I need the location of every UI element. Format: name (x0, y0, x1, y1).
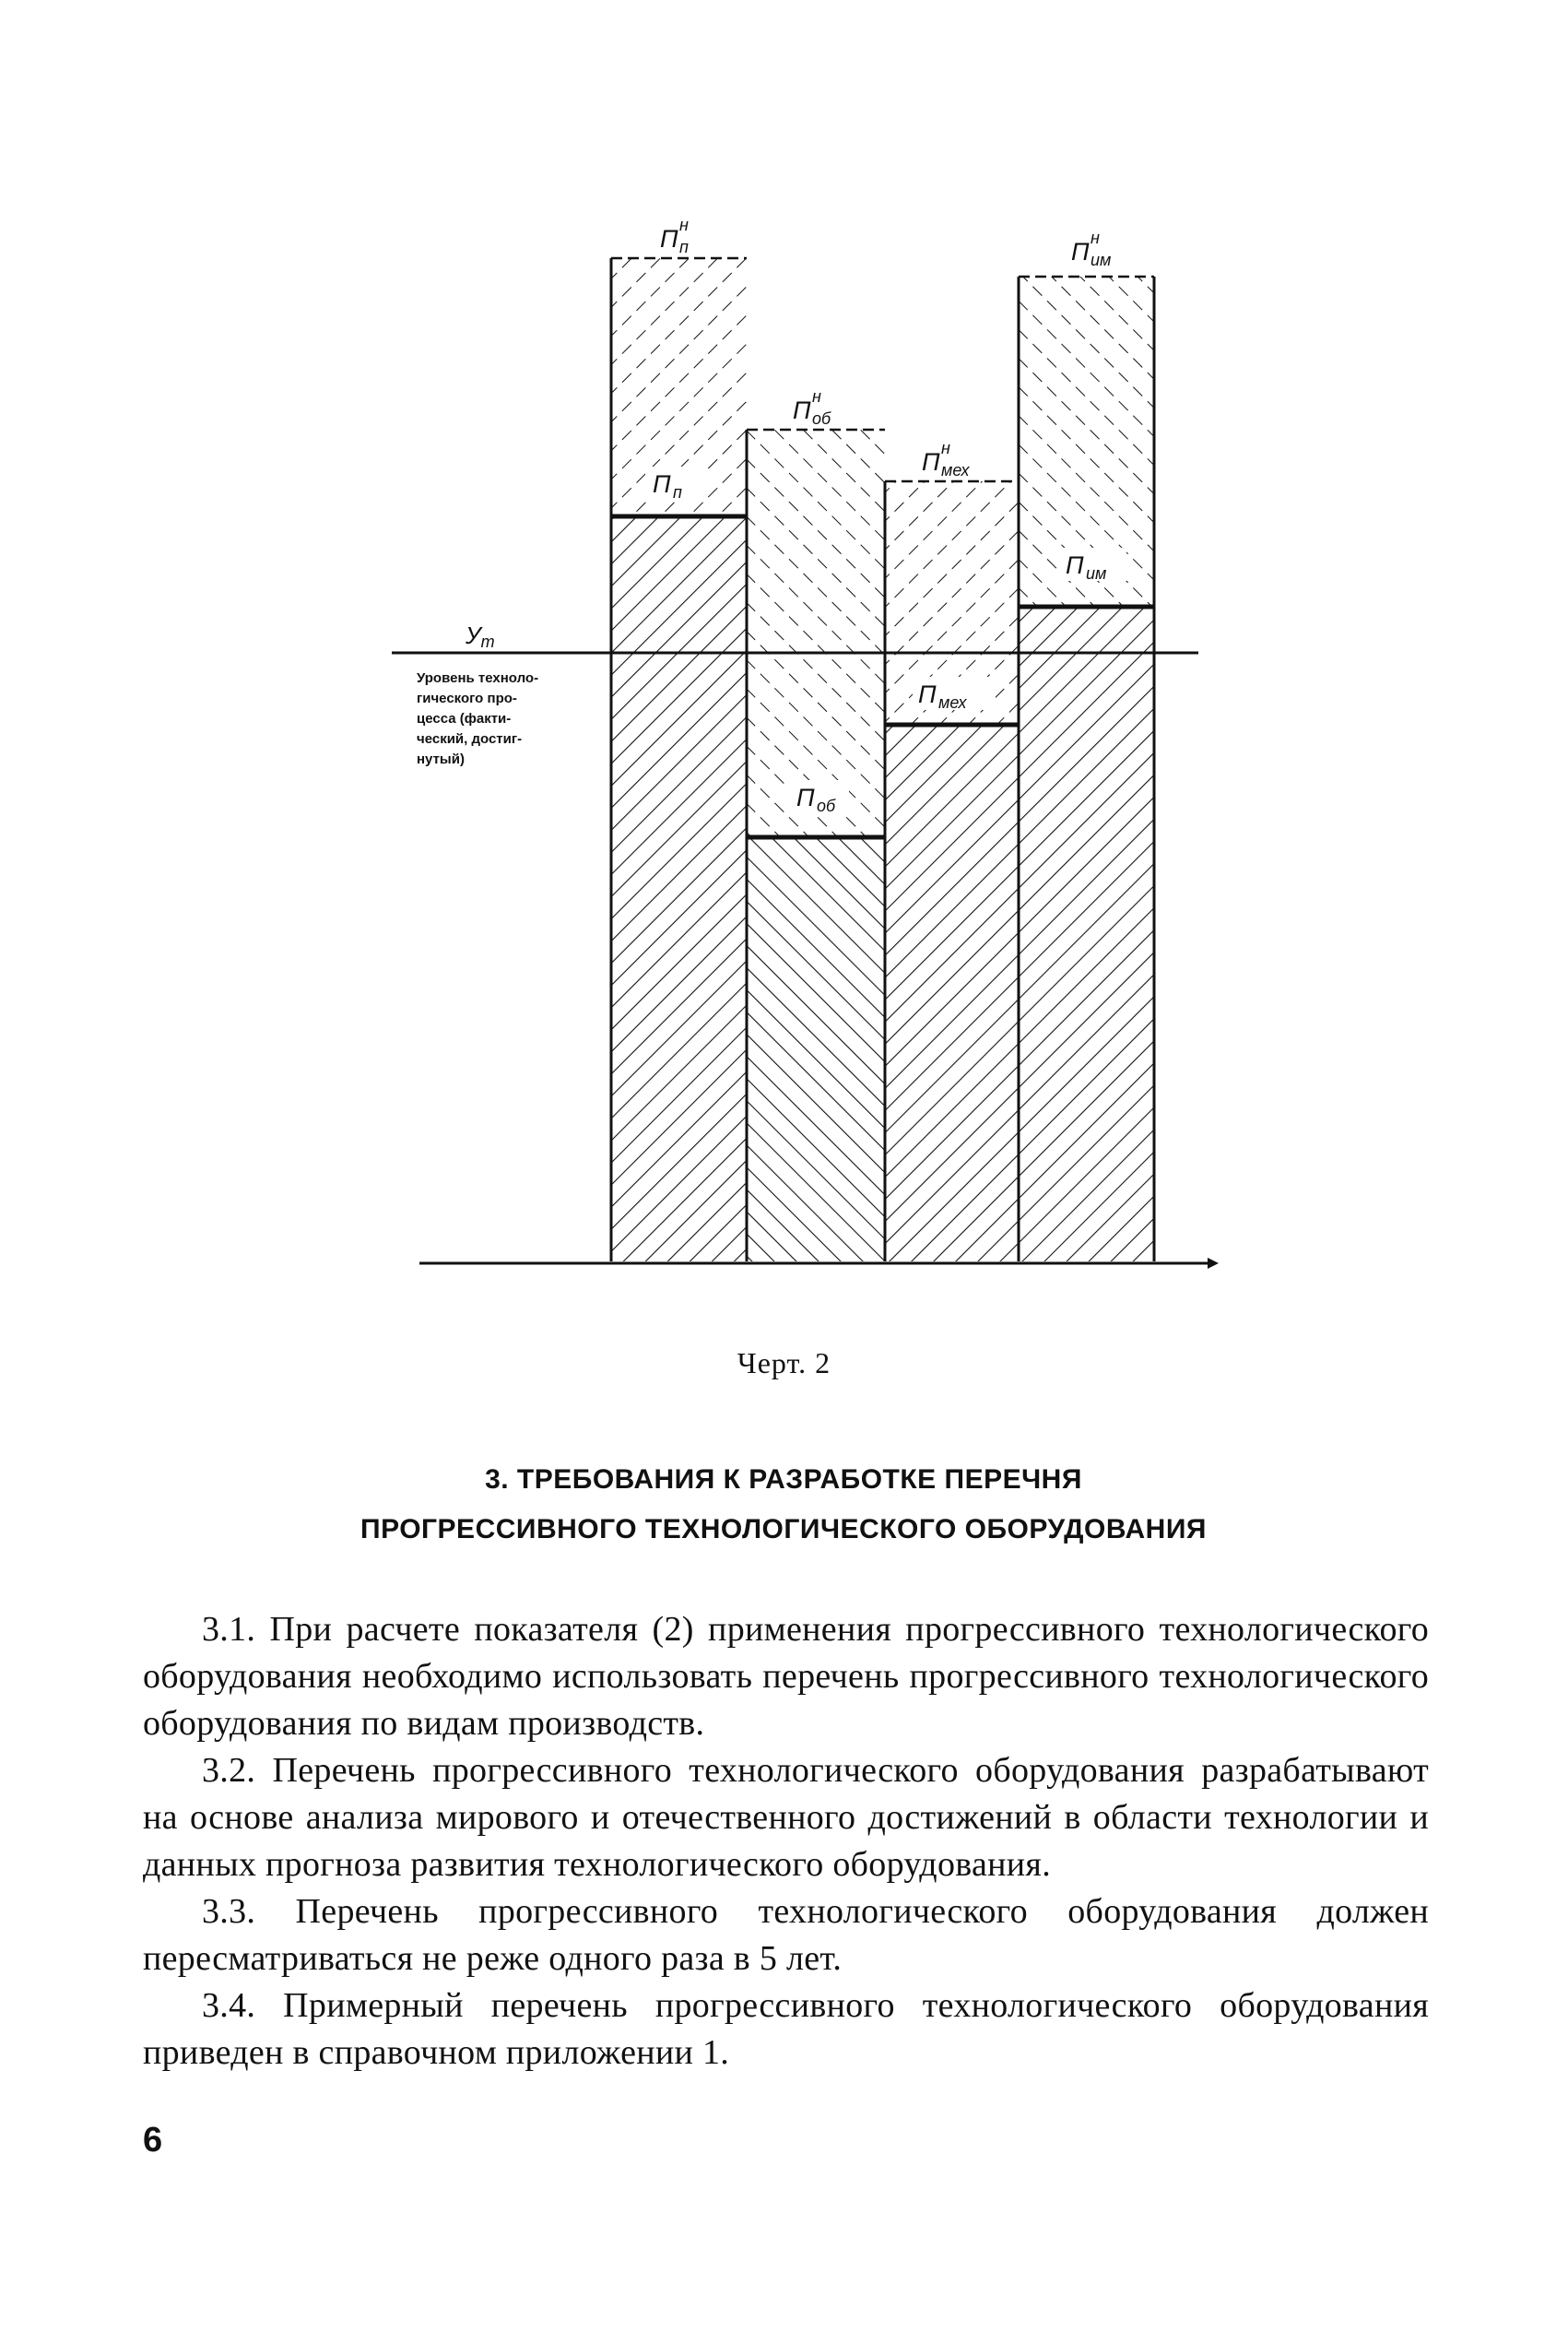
bar-im (1019, 277, 1154, 1261)
label-actual-mex (913, 677, 996, 712)
svg-text:н: н (1091, 229, 1100, 247)
level-description-line-3: цесса (факти- (417, 711, 512, 727)
bar-p (611, 258, 747, 1261)
svg-text:Ут (465, 621, 495, 651)
baseline-arrow-icon (1208, 1258, 1219, 1269)
svg-text:п: п (679, 238, 689, 256)
level-mark-main: У (466, 621, 481, 649)
svg-text:н: н (941, 439, 950, 457)
svg-text:н: н (679, 216, 689, 234)
svg-text:П: П (922, 448, 940, 476)
svg-text:об: об (812, 409, 831, 428)
level-description-line-4: ческий, достиг- (417, 731, 523, 747)
svg-text:П: П (1071, 238, 1090, 266)
svg-text:П: П (793, 396, 811, 424)
label-norm-p (660, 216, 689, 256)
section-heading (184, 1455, 1383, 1555)
label-norm-ob (793, 387, 831, 428)
svg-text:П: П (1066, 551, 1084, 579)
svg-text:п: п (673, 483, 682, 502)
svg-text:н: н (812, 387, 821, 406)
level-mark-sub: т (480, 633, 495, 651)
paragraph-3-2: 3.2. Перечень прогрессивного технологического оборудования разрабатывают на основе анализа мирового и отечественного достижений в области технологии и данных прогноза развития технологического оборудования. (143, 1751, 1429, 1884)
page-number: 6 (143, 2121, 163, 2159)
section-body (143, 1606, 1429, 2077)
svg-text:мех: мех (938, 693, 967, 712)
svg-text:П: П (653, 470, 671, 498)
svg-text:П: П (918, 680, 937, 708)
bar-mex (885, 481, 1019, 1261)
label-actual-im (1058, 548, 1126, 583)
bar-im-actual-area (1019, 607, 1154, 1261)
paragraph-3-3: 3.3. Перечень прогрессивного технологического оборудования должен пересматриваться не реже одного раза в 5 лет. (143, 1892, 1429, 1978)
bar-mex-actual-area (885, 725, 1019, 1261)
paragraph-3-4: 3.4. Примерный перечень прогрессивного технологического оборудования приведен в справочном приложении 1. (143, 1986, 1429, 2072)
svg-text:П: П (796, 784, 815, 811)
level-description-line-5: нутый) (417, 751, 465, 767)
label-actual-p (645, 467, 706, 502)
figure-caption: Черт. 2 (737, 1346, 831, 1379)
label-norm-mex (922, 439, 971, 479)
label-actual-ob (788, 780, 849, 815)
bar-ob-actual-area (747, 837, 885, 1261)
section-heading-line-1: 3. ТРЕБОВАНИЯ К РАЗРАБОТКЕ ПЕРЕЧНЯ (485, 1464, 1082, 1495)
svg-text:им: им (1091, 251, 1112, 269)
level-description-line-1: Уровень техноло- (417, 670, 539, 686)
label-norm-im (1071, 229, 1111, 269)
svg-text:П: П (660, 225, 678, 253)
svg-text:им: им (1086, 564, 1107, 583)
bar-ob-norm-area (747, 430, 885, 837)
paragraph-3-1: 3.1. При расчете показателя (2) применения прогрессивного технологического оборудования необходимо использовать перечень прогрессивного технологического оборудования по видам производств. (143, 1610, 1429, 1743)
section-heading-line-2: ПРОГРЕССИВНОГО ТЕХНОЛОГИЧЕСКОГО ОБОРУДОВАНИЯ (360, 1514, 1207, 1544)
bar-ob (747, 430, 885, 1261)
level-description-line-2: гического про- (417, 691, 517, 706)
bar-p-actual-area (611, 516, 747, 1261)
svg-text:мех: мех (941, 461, 970, 479)
svg-text:об: об (817, 797, 836, 815)
